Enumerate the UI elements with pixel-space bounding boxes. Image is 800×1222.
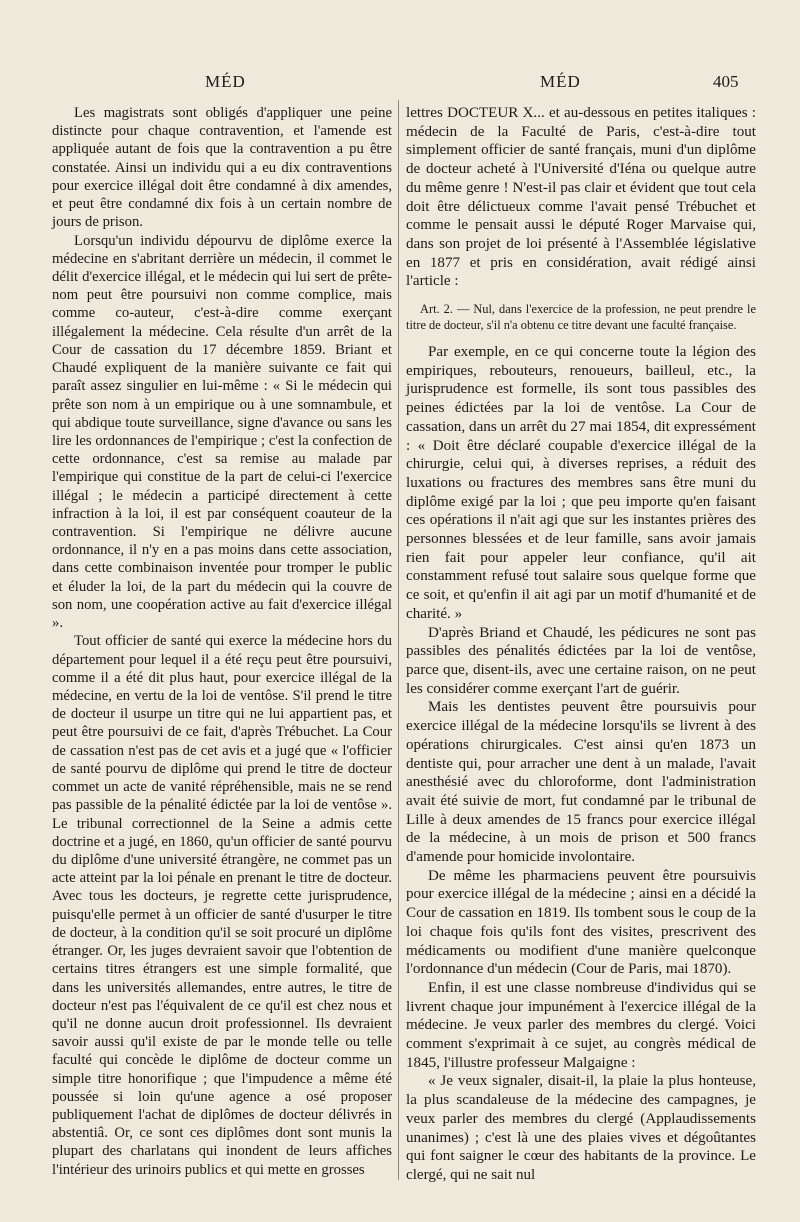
paragraph: Lorsqu'un individu dépourvu de diplôme exerce la médecine en s'abritant derrière un médecin, il commet le délit d'exercice illégal, et le médecin qui lui sert de prête-nom peut être poursuivi non comme complice, mais comme co-auteur, c'est-à-dire comme exerçant illégalement la médecine. Cela résulte d'un arrêt de la Cour de cassation du 17 décembre 1859. Briant et Chaudé expliquent de la manière suivante ce fait qui paraît assez singulier en lui-même : « Si le médecin qui prête son nom à un empirique ou à une somnambule, et qui abdique toute surveillance, signe d'avance ou sans les lire les ordonnances de l'empirique ; c'est la confection de cette ordonnance, c'est sa remise au malade par l'empirique qui constitue de la part de celui-ci l'exercice illégal ; le médecin a participé directement à cette infraction à la loi, il est par conséquent coauteur de la contravention. Si l'empirique ne délivre aucune ordonnance, il n'y en a pas moins dans cette association, dans cette combinaison inventée pour tromper le public et éluder la loi, de la part du médecin qui la couvre de son nom, une coopération active au fait d'exercice illégal ». bbox=[52, 232, 392, 632]
running-head-left: MÉD bbox=[205, 72, 246, 91]
column-divider bbox=[398, 100, 399, 1180]
running-head-right: MÉD bbox=[540, 72, 581, 91]
page-number: 405 bbox=[713, 72, 739, 91]
left-column bbox=[52, 104, 392, 1179]
continued-paragraph: lettres DOCTEUR X... et au-dessous en petites italiques : médecin de la Faculté de Paris, c'est-à-dire tout simplement officier de santé français, muni d'un diplôme de docteur acheté à l'Université d'Iéna ou quelque autre du même genre ! N'est-il pas clair et évident que tout cela doit être délictueux comme l'avait pensé Trébuchet et comme le pensait aussi le député Roger Marvaise qui, dans son projet de loi présenté à l'Assemblée législative en 1877 et pris en considération, avait rédigé ainsi l'article : bbox=[406, 105, 756, 290]
paragraph: De même les pharmaciens peuvent être poursuivis pour exercice illégal de la médecine ; ainsi en a décidé la Cour de cassation en 1819. Ils tombent sous le coup de la loi chaque fois qu'ils font des visites, prescrivent des médicaments ou modifient d'une manière quelconque l'ordonnance d'un médecin (Cour de Paris, mai 1870). bbox=[406, 867, 756, 978]
paragraph: « Je veux signaler, disait-il, la plaie la plus honteuse, la plus scandaleuse de la médecine des campagnes, je veux parler des membres du clergé (Applaudissements unanimes) ; c'est là une des plaies vives et dégoûtantes qui font saigner le cœur des habitants de la province. Le clergé, qui ne sait nul bbox=[406, 1073, 756, 1183]
paragraph: D'après Briand et Chaudé, les pédicures ne sont pas passibles des pénalités édictées par la loi de ventôse, parce que, disent-ils, avec une certaine raison, on ne peut les considérer comme exerçant l'art de guérir. bbox=[406, 624, 756, 697]
paragraph: Par exemple, en ce qui concerne toute la légion des empiriques, rebouteurs, renoueurs, bailleul, etc., la jurisprudence est formelle, ils sont tous passibles des peines édictées par la loi de ventôse. La Cour de cassation, dans un arrêt du 27 mai 1854, dit expressément : « Doit être déclaré coupable d'exercice illégal de la chirurgie, celui qui, à diverses reprises, a réduit des luxations ou fractures des membres sans être muni du diplôme exigé par la loi ; que peu importe qu'en faisant ces opérations il n'ait agi que sur les instantes prières des personnes blessées et de leur famille, sans avoir jamais rien fait pour appeler leur confiance, qu'il ait constamment refusé tout salaire sous quelque forme que ce soit, et qu'enfin il ait agi par un motif d'humanité et de charité. » bbox=[406, 344, 756, 622]
paragraph: Tout officier de santé qui exerce la médecine hors du département pour lequel il a été reçu peut être poursuivi, comme il a été dit plus haut, pour exercice illégal de la médecine, en vertu de la loi de ventôse. S'il prend le titre de docteur il usurpe un titre qui ne lui appartient pas, et peut être poursuivi de ce fait, d'après Trébuchet. La Cour de cassation n'est pas de cet avis et a jugé que « l'officier de santé pourvu de diplôme qui prend le titre de docteur commet un acte de vanité répréhensible, mais ne se rend pas passible de la pénalité édictée par la loi de ventôse ». Le tribunal correctionnel de la Seine a admis cette doctrine et a jugé, en 1860, qu'un officier de santé pourvu du diplôme d'une université étrangère, ne commet pas un acte atteint par la loi pénale en prenant le titre de docteur. Avec tous les docteurs, je regrette cette jurisprudence, puisqu'elle permet à un officier de santé d'usurper le titre de docteur, à la condition qu'il se soit procuré un diplôme étranger. Or, les juges devraient savoir que l'obtention de certains titres étrangers est une simple formalité, que dans les universités allemandes, entre autres, le titre de docteur n'est pas l'équivalent de ce qu'il est chez nous et qu'il ne donne aucun droit professionnel. Ils devraient savoir aussi qu'il existe de par le monde telle ou telle faculté qui concède le diplôme de docteur comme un simple titre honorifique ; que l'impudence a même été poussée si loin qu'une agence a osé proposer publiquement l'achat de diplômes de docteur délivrés in abstentiâ. Or, ce sont ces diplômes dont sont munis la plupart des charlatans qui inondent de leurs affiches l'intérieur des urinoirs publics et qui mette en grosses bbox=[52, 633, 392, 1178]
quoted-article: Art. 2. — Nul, dans l'exercice de la profession, ne peut prendre le titre de docteur, s'il n'a obtenu ce titre devant une faculté française. bbox=[406, 302, 756, 333]
right-column bbox=[406, 104, 756, 1185]
paragraph: Enfin, il est une classe nombreuse d'individus qui se livrent chaque jour impunément à l'exercice illégal de la médecine. Je veux parler des membres du clergé. Voici comment s'exprimait à ce sujet, au congrès médical de 1845, l'illustre professeur Malgaigne : bbox=[406, 979, 756, 1071]
paragraph: Mais les dentistes peuvent être poursuivis pour exercice illégal de la médecine lorsqu'ils se livrent à des opérations chirurgicales. C'est ainsi qu'en 1873 un dentiste qui, pour arracher une dent à un malade, l'avait anesthésié avec du chloroforme, dont l'administration avait été suivie de mort, fut condamné par le tribunal de Lille à deux amendes de 15 francs pour exercice illégal de la médecine, à un mois de prison et 500 francs d'amende pour homicide involontaire. bbox=[406, 699, 756, 866]
paragraph: Les magistrats sont obligés d'appliquer une peine distincte pour chaque contravention, et l'amende est appliquée autant de fois que la contravention a pu être constatée. Ainsi un individu qui a eu dix contraventions pour exercice illégal doit être condamné à dix amendes, et peut être condamné dix fois à un certain nombre de jours de prison. bbox=[52, 105, 392, 231]
